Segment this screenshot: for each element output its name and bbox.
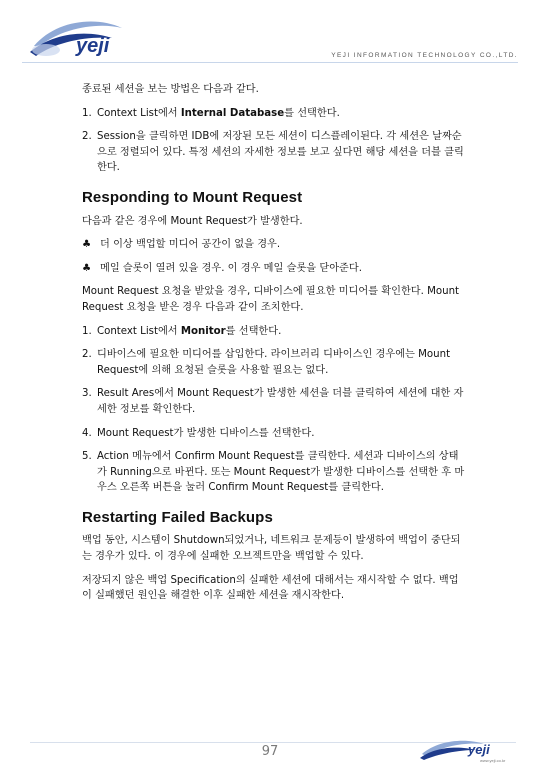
section-heading: Responding to Mount Request xyxy=(82,188,303,206)
company-logo xyxy=(26,12,146,64)
header-rule xyxy=(22,62,518,63)
footer-logo xyxy=(418,734,518,764)
list-item: 2. Session을 클릭하면 IDB에 저장된 모든 세션이 디스플레이된다. 각 세션은 날짜순으로 정렬되어 있다. 특정 세션의 자세한 정보를 보고 싶다면 해당 세션을 더블 클릭한다. xyxy=(82,131,464,174)
list-item: 1. Context List에서 Monitor를 선택한다. xyxy=(82,325,282,337)
intro-text: 종료된 세션을 보는 방법은 다음과 같다. xyxy=(82,84,259,95)
list-item: 5. Action 메뉴에서 Confirm Mount Request를 클릭한다. 세션과 디바이스의 상태가 Running으로 바뀐다. 또는 Mount Request가 발생한 디바이스를 선택한 후 마우스 오른쪽 버튼을 눌러 Confirm Mount Request를 클릭한다. xyxy=(82,451,465,494)
page-number: 97 xyxy=(261,744,279,759)
document-body xyxy=(82,82,466,612)
list-item: 2. 디바이스에 필요한 미디어를 삽입한다. 라이브러리 디바이스인 경우에는 Mount Request에 의해 요청된 슬롯을 사용할 필요는 없다. xyxy=(82,349,451,376)
list-item: 3. Result Ares에서 Mount Request가 발생한 세션을 더블 클릭하여 세션에 대한 자세한 정보를 확인한다. xyxy=(82,388,464,415)
bullet-item: ♣ 더 이상 백업할 미디어 공간이 없을 경우. xyxy=(82,237,466,253)
bullet-item: ♣ 메일 슬롯이 열려 있을 경우. 이 경우 메일 슬롯을 닫아준다. xyxy=(82,261,466,277)
company-name: YEJI INFORMATION TECHNOLOGY CO.,LTD. xyxy=(331,52,518,59)
club-bullet-icon: ♣ xyxy=(82,262,92,274)
list-item: 4. Mount Request가 발생한 디바이스를 선택한다. xyxy=(82,427,315,439)
section-heading: Restarting Failed Backups xyxy=(82,508,273,526)
paragraph: 백업 동안, 시스템이 Shutdown되었거나, 네트워크 문제등이 발생하여 백업이 중단되는 경우가 있다. 이 경우에 실패한 오브젝트만을 백업할 수 있다. xyxy=(82,535,461,563)
paragraph: Mount Request 요청을 받았을 경우, 디바이스에 필요한 미디어를 확인한다. Mount Request 요청을 받은 경우 다음과 같이 조치한다. xyxy=(82,286,460,313)
ui-term: Monitor xyxy=(180,325,226,337)
svg-text:yeji: yeji xyxy=(76,35,110,57)
svg-text:www.yeji.co.kr: www.yeji.co.kr xyxy=(480,758,506,763)
list-item: 1. Context List에서 Internal Database를 선택한다. xyxy=(82,107,340,119)
svg-text:yeji: yeji xyxy=(468,742,490,757)
club-bullet-icon: ♣ xyxy=(82,239,92,251)
paragraph: 다음과 같은 경우에 Mount Request가 발생한다. xyxy=(82,215,303,227)
paragraph: 저장되지 않은 백업 Specification의 실패한 세션에 대해서는 재시작할 수 없다. 백업이 실패했던 원인을 해결한 이후 실패한 세션을 재시작한다. xyxy=(82,574,459,602)
ui-term: Internal Database xyxy=(180,107,285,119)
